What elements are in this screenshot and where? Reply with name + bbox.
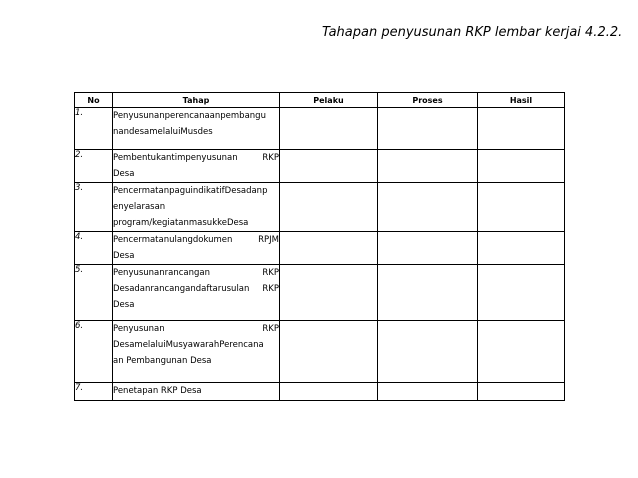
row-hasil <box>478 232 565 265</box>
row-tahap <box>113 383 280 401</box>
row-pelaku <box>280 232 378 265</box>
row-proses <box>378 383 478 401</box>
row-number: 7. <box>75 383 113 401</box>
tahap-line: Pencermatanulangdokumen RPJM <box>113 235 279 245</box>
tahap-line: program/kegiatanmasukkeDesa <box>113 218 249 228</box>
row-number: 5. <box>75 265 113 321</box>
header-pelaku: Pelaku <box>280 93 378 108</box>
row-tahap <box>113 150 280 183</box>
tahap-line: Desadanrancangandaftarusulan RKP <box>113 284 279 294</box>
tahap-line: PencermatanpaguindikatifDesadanp <box>113 186 268 196</box>
row-pelaku <box>280 150 378 183</box>
row-number: 3. <box>75 183 113 232</box>
tahap-line: Pembentukantimpenyusunan RKP <box>113 153 279 163</box>
table-row <box>75 108 565 150</box>
page-title: Tahapan penyusunan RKP lembar kerjai 4.2.2. <box>322 25 623 40</box>
row-hasil <box>478 383 565 401</box>
row-pelaku <box>280 265 378 321</box>
table-row <box>75 232 565 265</box>
tahap-line: enyelarasan <box>113 202 166 212</box>
row-number: 2. <box>75 150 113 183</box>
header-tahap: Tahap <box>113 93 280 108</box>
tahap-line: DesamelaluiMusyawarahPerencana <box>113 340 264 350</box>
row-tahap <box>113 183 280 232</box>
row-hasil <box>478 265 565 321</box>
row-number: 4. <box>75 232 113 265</box>
row-tahap <box>113 232 280 265</box>
row-proses <box>378 150 478 183</box>
row-tahap <box>113 265 280 321</box>
row-hasil <box>478 183 565 232</box>
table-row <box>75 383 565 401</box>
row-proses <box>378 108 478 150</box>
tahap-line: Penetapan RKP Desa <box>113 386 202 396</box>
row-number: 1. <box>75 108 113 150</box>
row-tahap <box>113 108 280 150</box>
tahap-line: Penyusunan RKP <box>113 324 279 334</box>
table-row <box>75 183 565 232</box>
tahap-line: Desa <box>113 300 135 310</box>
row-pelaku <box>280 321 378 383</box>
table-row <box>75 265 565 321</box>
table-header-row <box>75 93 565 108</box>
tahap-line: an Pembangunan Desa <box>113 356 212 366</box>
row-hasil <box>478 108 565 150</box>
row-hasil <box>478 321 565 383</box>
table-row <box>75 150 565 183</box>
tahap-line: Penyusunanperencanaanpembangu <box>113 111 266 121</box>
header-hasil: Hasil <box>478 93 565 108</box>
row-tahap <box>113 321 280 383</box>
row-pelaku <box>280 383 378 401</box>
tahap-line: Penyusunanrancangan RKP <box>113 268 279 278</box>
header-no: No <box>75 93 113 108</box>
row-proses <box>378 232 478 265</box>
row-hasil <box>478 150 565 183</box>
header-proses: Proses <box>378 93 478 108</box>
tahap-line: Desa <box>113 169 135 179</box>
row-pelaku <box>280 108 378 150</box>
row-proses <box>378 321 478 383</box>
row-proses <box>378 183 478 232</box>
tahap-line: nandesamelaluiMusdes <box>113 127 213 137</box>
worksheet-table <box>74 92 565 401</box>
row-proses <box>378 265 478 321</box>
tahap-line: Desa <box>113 251 135 261</box>
table-row <box>75 321 565 383</box>
row-pelaku <box>280 183 378 232</box>
row-number: 6. <box>75 321 113 383</box>
